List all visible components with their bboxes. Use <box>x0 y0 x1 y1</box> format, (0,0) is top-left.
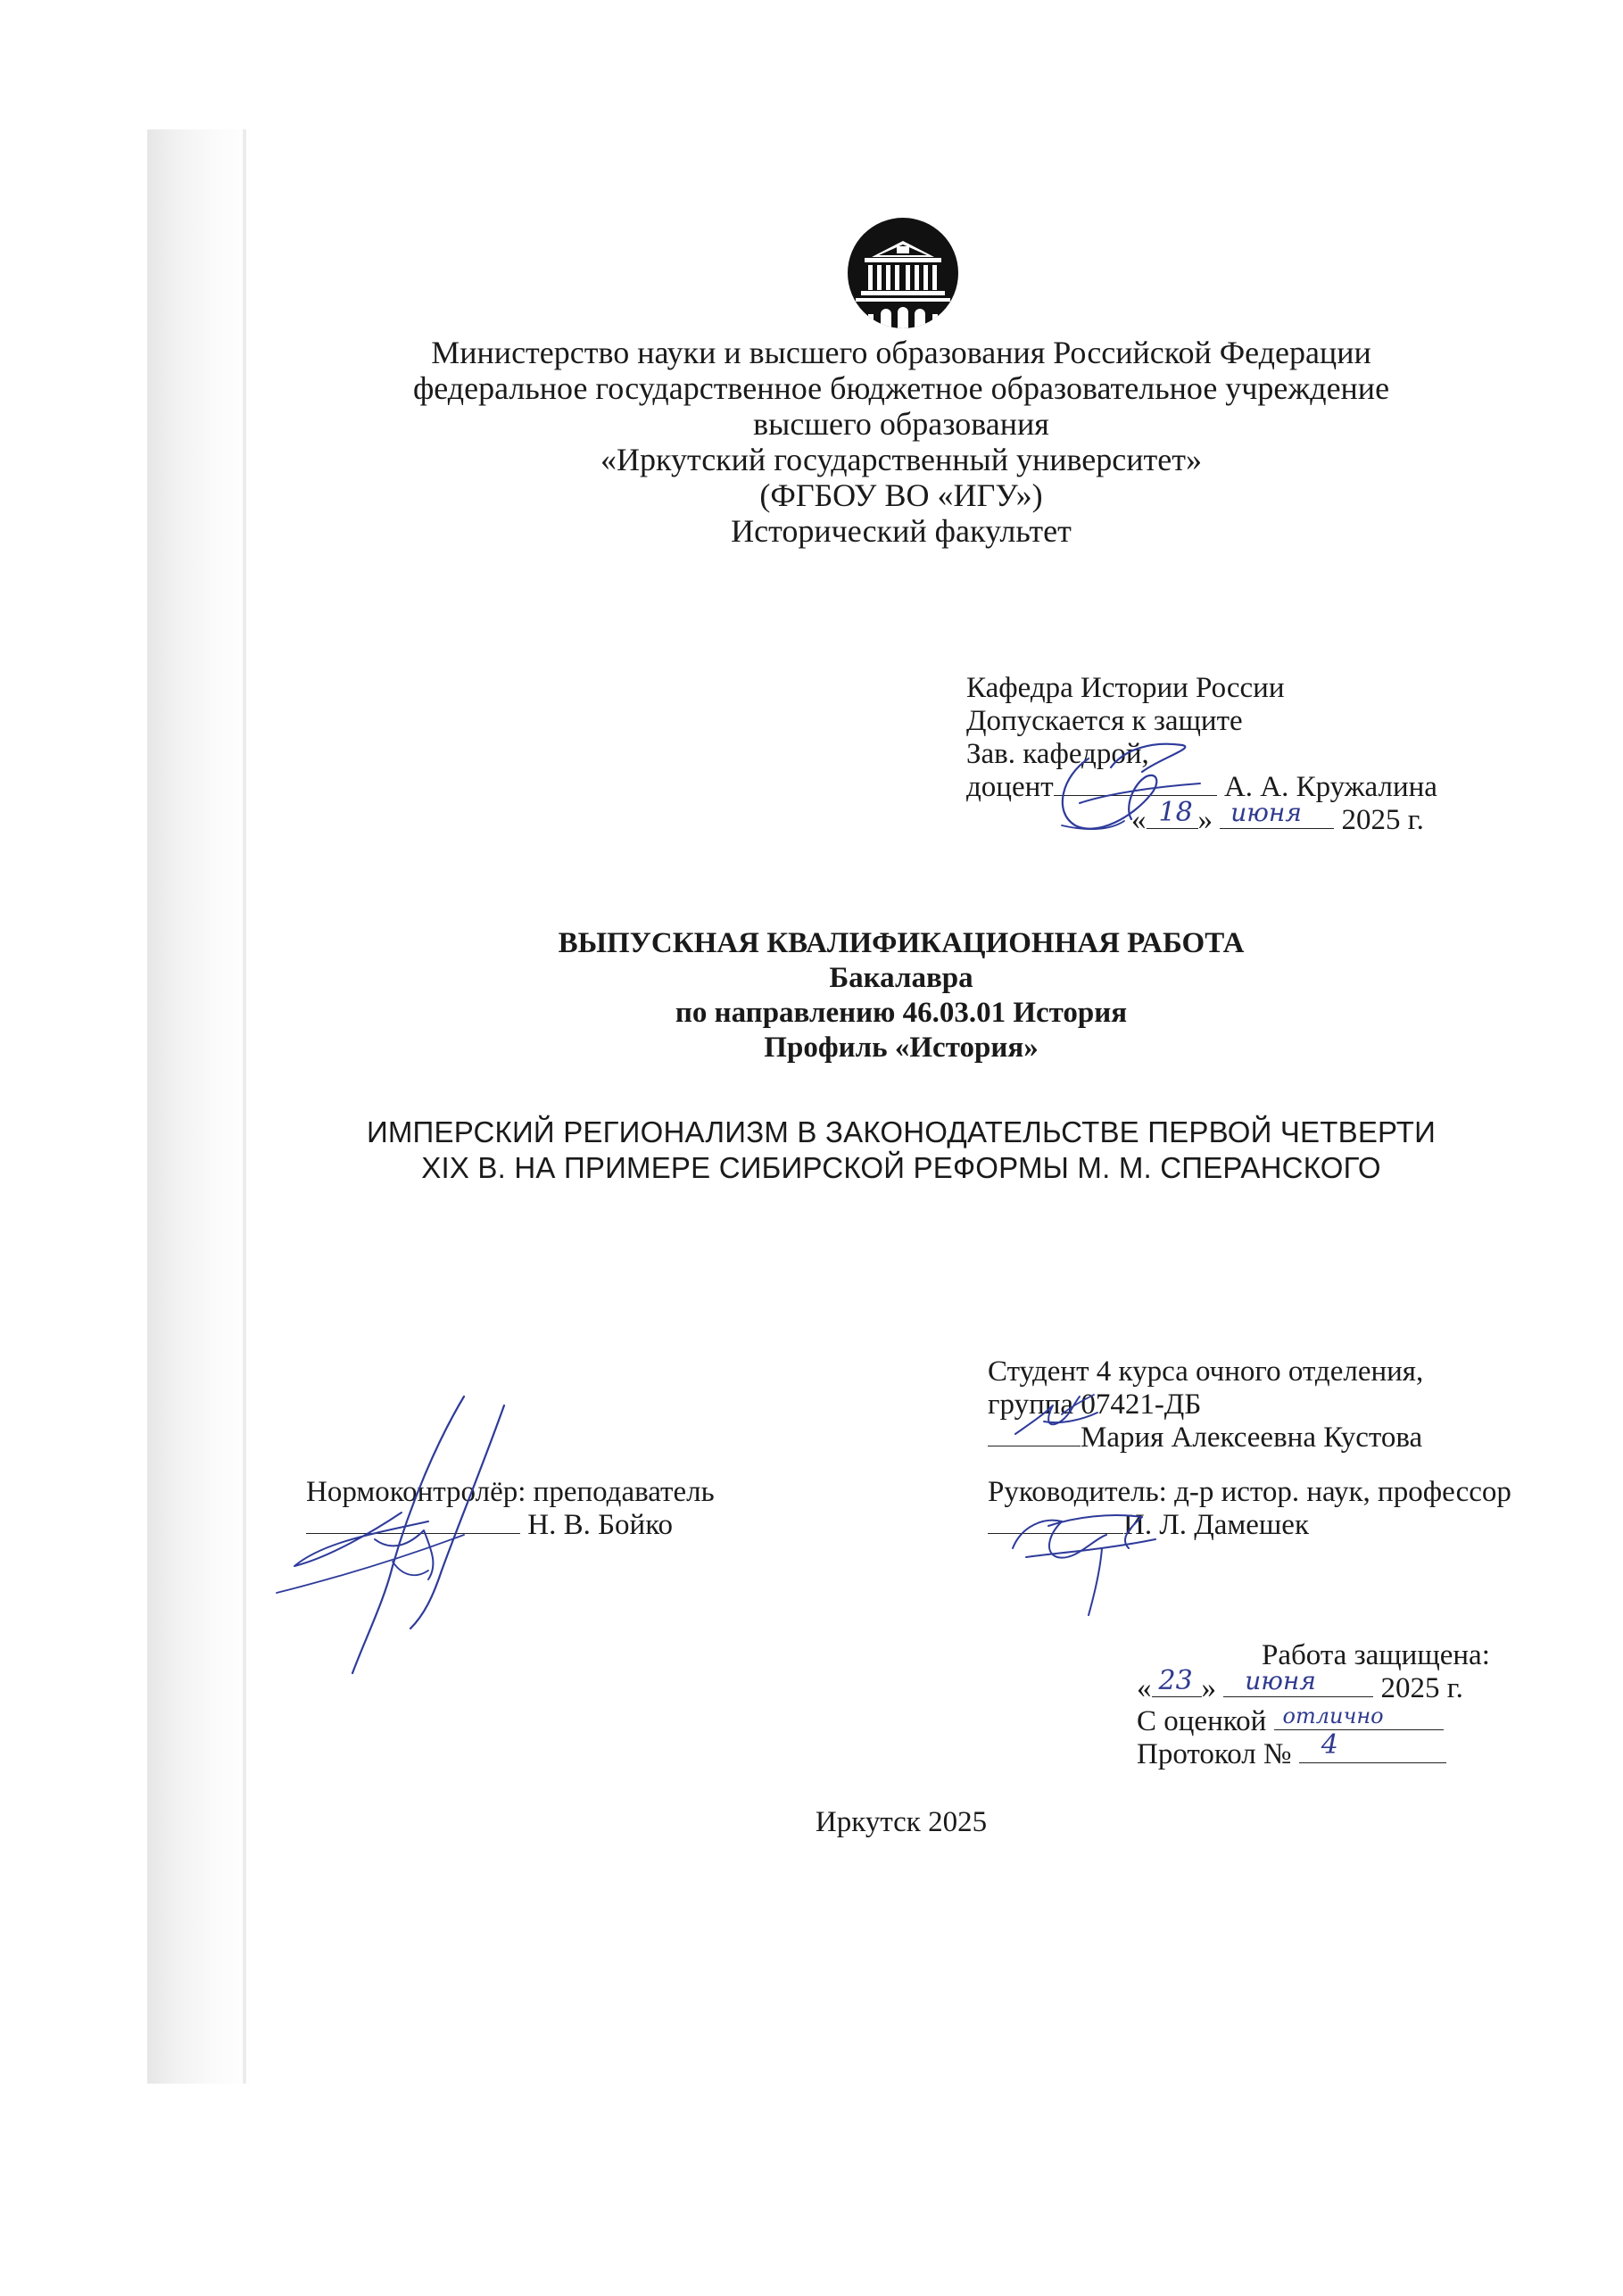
normocontrol-name: Н. В. Бойко <box>527 1509 674 1541</box>
grade-line <box>1137 1704 1444 1738</box>
defense-month: июня <box>1245 1666 1316 1695</box>
defense-day-blank <box>1152 1665 1202 1697</box>
approval-day: 18 <box>1158 797 1193 828</box>
defense-year: 2025 г. <box>1380 1672 1463 1704</box>
university-name-line: «Иркутский государственный университет» <box>600 442 1202 477</box>
supervisor-name: И. Л. Дамешек <box>1123 1509 1309 1541</box>
city-year: Иркутск 2025 <box>815 1806 988 1838</box>
protocol-line <box>1137 1729 1446 1771</box>
grade-blank <box>1274 1704 1444 1730</box>
protocol-number: 4 <box>1321 1729 1338 1761</box>
defense-label: Работа защищена: <box>1262 1639 1490 1671</box>
protocol-blank <box>1299 1729 1446 1763</box>
student-course: Студент 4 курса очного отделения, <box>988 1355 1424 1388</box>
quote-open: « <box>1131 804 1147 836</box>
normocontrol-label: Нормоконтролёр: преподаватель <box>306 1476 715 1508</box>
scan-binding-shadow <box>147 129 254 2084</box>
quote-close: » <box>1197 804 1213 836</box>
admitted-label: Допускается к защите <box>966 705 1243 737</box>
scan-edge <box>243 129 246 2084</box>
profile: Профиль «История» <box>764 1032 1039 1064</box>
defense-month-blank <box>1223 1666 1373 1697</box>
defense-day: 23 <box>1158 1665 1193 1696</box>
month-blank <box>1220 798 1334 829</box>
quote-open: « <box>1137 1672 1152 1704</box>
head-name: А. А. Кружалина <box>1223 771 1437 803</box>
direction: по направлению 46.03.01 История <box>675 997 1128 1029</box>
student-name: Мария Алексеевна Кустова <box>1081 1422 1423 1454</box>
student-signature <box>1008 1379 1106 1450</box>
thesis-title-line-2: XIX В. НА ПРИМЕРЕ СИБИРСКОЙ РЕФОРМЫ М. М. СПЕРАНСКОГО <box>421 1151 1381 1184</box>
education-level-line: высшего образования <box>753 406 1049 442</box>
work-type: ВЫПУСКНАЯ КВАЛИФИКАЦИОННАЯ РАБОТА <box>558 927 1245 959</box>
institution-type-line: федеральное государственное бюджетное образовательное учреждение <box>412 370 1390 406</box>
approval-month: июня <box>1230 798 1302 827</box>
head-position: доцент <box>966 771 1054 803</box>
grade-value: отлично <box>1282 1703 1384 1728</box>
protocol-label: Протокол № <box>1137 1738 1292 1770</box>
faculty-line: Исторический факультет <box>731 513 1072 549</box>
grade-label: С оценкой <box>1137 1705 1267 1737</box>
ministry-line: Министерство науки и высшего образования Российской Федерации <box>431 335 1371 370</box>
department-label: Кафедра Истории России <box>966 672 1285 704</box>
supervisor-signature <box>995 1486 1164 1620</box>
student-group: группа 07421-ДБ <box>988 1388 1202 1421</box>
head-signature <box>1026 732 1231 843</box>
normocontrol-signature <box>259 1388 526 1682</box>
head-of-department-label: Зав. кафедрой, <box>966 738 1149 770</box>
university-emblem-icon <box>845 218 961 329</box>
quote-close: » <box>1201 1672 1216 1704</box>
approval-year: 2025 г. <box>1341 804 1424 836</box>
thesis-title-line-1: ИМПЕРСКИЙ РЕГИОНАЛИЗМ В ЗАКОНОДАТЕЛЬСТВЕ ПЕРВОЙ ЧЕТВЕРТИ <box>366 1115 1437 1148</box>
supervisor-label: Руководитель: д-р истор. наук, профессор <box>988 1476 1511 1508</box>
degree: Бакалавра <box>829 962 973 994</box>
university-abbreviation-line: (ФГБОУ ВО «ИГУ») <box>759 477 1043 513</box>
